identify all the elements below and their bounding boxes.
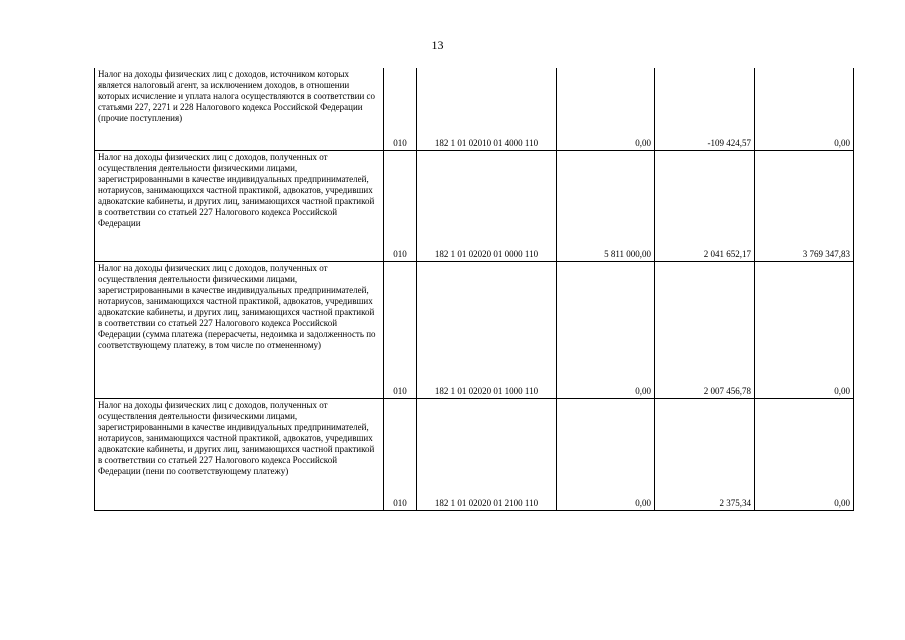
row-line-code-cell: 010 [384,68,417,150]
row-approved-cell: 0,00 [557,68,655,150]
row-budget-code-cell: 182 1 01 02020 01 0000 110 [417,150,557,261]
row-line-code-cell: 010 [384,150,417,261]
row-approved-cell: 5 811 000,00 [557,150,655,261]
row-approved-cell: 0,00 [557,261,655,398]
row-budget-code-cell: 182 1 01 02010 01 4000 110 [417,68,557,150]
row-name-cell: Налог на доходы физических лиц с доходов, полученных от осуществления деятельности физическими лицами, зарегистрированными в качестве индивидуальных предпринимателей, нотариусов, занимающихся частной практикой, адвокатов, учредивших адвокатские кабинеты, и других лиц, занимающихся частной практикой в соответствии со статьей 227 Налогового кодекса Российской Федерации (пени по соответствующему платежу) [95,398,384,510]
table-row [95,68,854,150]
row-name-cell: Налог на доходы физических лиц с доходов, полученных от осуществления деятельности физическими лицами, зарегистрированными в качестве индивидуальных предпринимателей, нотариусов, занимающихся частной практикой, адвокатов, учредивших адвокатские кабинеты, и других лиц, занимающихся частной практикой в соответствии со статьей 227 Налогового кодекса Российской Федерации [95,150,384,261]
row-executed-cell: 2 041 652,17 [655,150,755,261]
row-budget-code-cell: 182 1 01 02020 01 2100 110 [417,398,557,510]
row-budget-code-cell: 182 1 01 02020 01 1000 110 [417,261,557,398]
row-unexecuted-cell: 3 769 347,83 [755,150,854,261]
row-approved-cell: 0,00 [557,398,655,510]
page-number: 13 [431,38,444,52]
table-row [95,150,854,261]
table-row [95,261,854,398]
row-unexecuted-cell: 0,00 [755,398,854,510]
row-name-cell: Налог на доходы физических лиц с доходов, источником которых является налоговый агент, за исключением доходов, в отношении которых исчисление и уплата налога осуществляются в соответствии со статьями 227, 2271 и 228 Налогового кодекса Российской Федерации (прочие поступления) [95,68,384,150]
row-unexecuted-cell: 0,00 [755,68,854,150]
row-executed-cell: 2 007 456,78 [655,261,755,398]
row-executed-cell: -109 424,57 [655,68,755,150]
revenue-table [94,68,854,511]
row-line-code-cell: 010 [384,398,417,510]
table-row [95,398,854,510]
row-name-cell: Налог на доходы физических лиц с доходов, полученных от осуществления деятельности физическими лицами, зарегистрированными в качестве индивидуальных предпринимателей, нотариусов, занимающихся частной практикой, адвокатов, учредивших адвокатские кабинеты, и других лиц, занимающихся частной практикой в соответствии со статьей 227 Налогового кодекса Российской Федерации (сумма платежа (перерасчеты, недоимка и задолженность по соответствующему платежу, в том числе по отмененному) [95,261,384,398]
row-executed-cell: 2 375,34 [655,398,755,510]
row-unexecuted-cell: 0,00 [755,261,854,398]
row-line-code-cell: 010 [384,261,417,398]
